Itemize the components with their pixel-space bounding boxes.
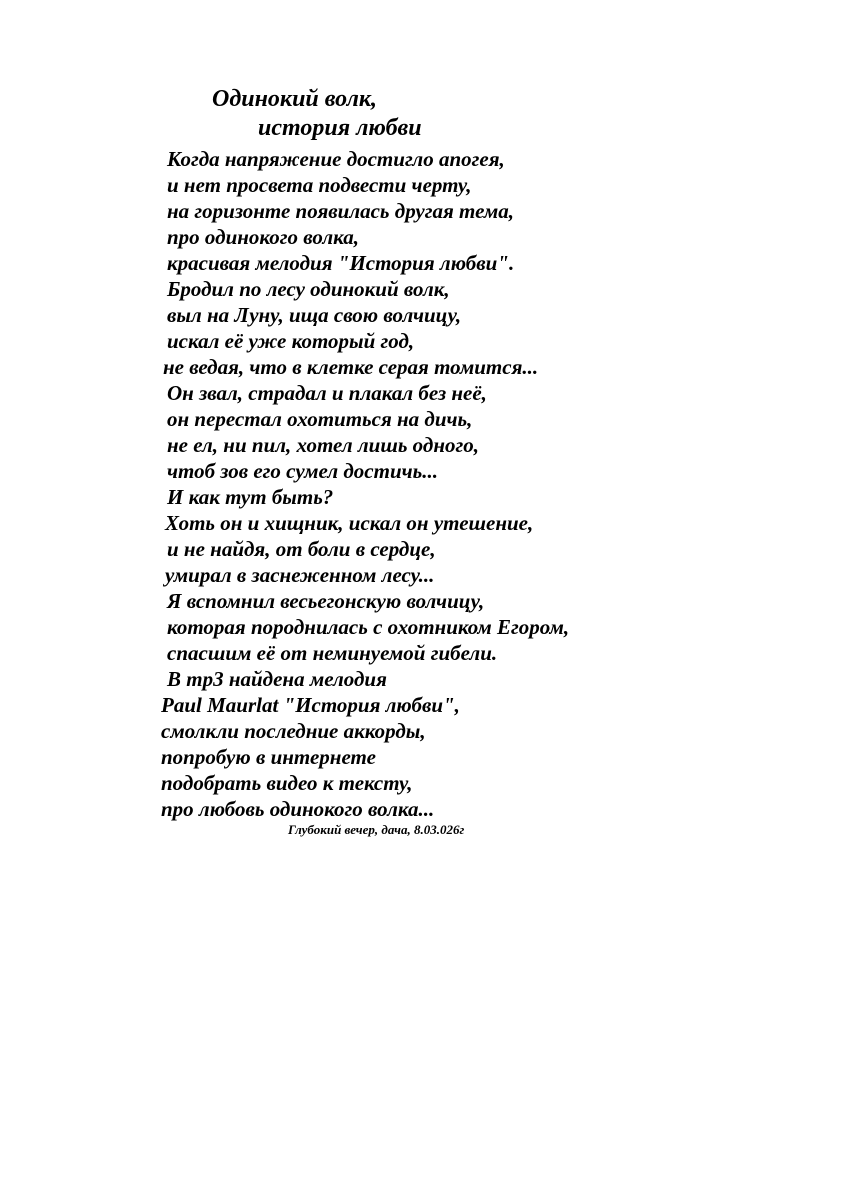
poem-line: про одинокого волка, [167, 225, 359, 249]
poem-line: про любовь одинокого волка... [161, 797, 435, 821]
poem-line: которая породнилась с охотником Егором, [167, 615, 570, 639]
poem-line: и нет просвета подвести черту, [167, 173, 472, 197]
poem-line: попробую в интернете [161, 745, 376, 769]
poem-line: выл на Луну, ища свою волчицу, [167, 303, 462, 327]
poem-line: смолкли последние аккорды, [161, 719, 426, 743]
poem-line: подобрать видео к тексту, [161, 771, 413, 795]
poem-line: В mp3 найдена мелодия [167, 667, 387, 691]
poem-title-line-1: Одинокий волк, [212, 86, 378, 112]
poem-line: спасшим её от неминуемой гибели. [167, 641, 498, 665]
poem-line: Он звал, страдал и плакал без неё, [167, 381, 487, 405]
poem-line: Когда напряжение достигло апогея, [167, 147, 505, 171]
poem-line: Хоть он и хищник, искал он утешение, [165, 511, 534, 535]
poem-line: и не найдя, от боли в сердце, [167, 537, 436, 561]
poem-line: Paul Maurlat "История любви", [161, 693, 460, 717]
poem-line: красивая мелодия "История любви". [167, 251, 515, 275]
poem-line: он перестал охотиться на дичь, [167, 407, 473, 431]
poem-line: искал её уже который год, [167, 329, 415, 353]
poem-line: чтоб зов его сумел достичь... [167, 459, 438, 483]
poem-title-line-2: история любви [258, 115, 422, 141]
poem-line: Бродил по лесу одинокий волк, [167, 277, 450, 301]
poem-signature: Глубокий вечер, дача, 8.03.026г [288, 822, 465, 837]
poem-line: на горизонте появилась другая тема, [167, 199, 515, 223]
poem-line: Я вспомнил весьегонскую волчицу, [167, 589, 485, 613]
poem-line: И как тут быть? [167, 485, 334, 509]
poem-line: умирал в заснеженном лесу... [165, 563, 435, 587]
poem-line: не ведая, что в клетке серая томится... [163, 355, 539, 379]
poem-line: не ел, ни пил, хотел лишь одного, [167, 433, 479, 457]
